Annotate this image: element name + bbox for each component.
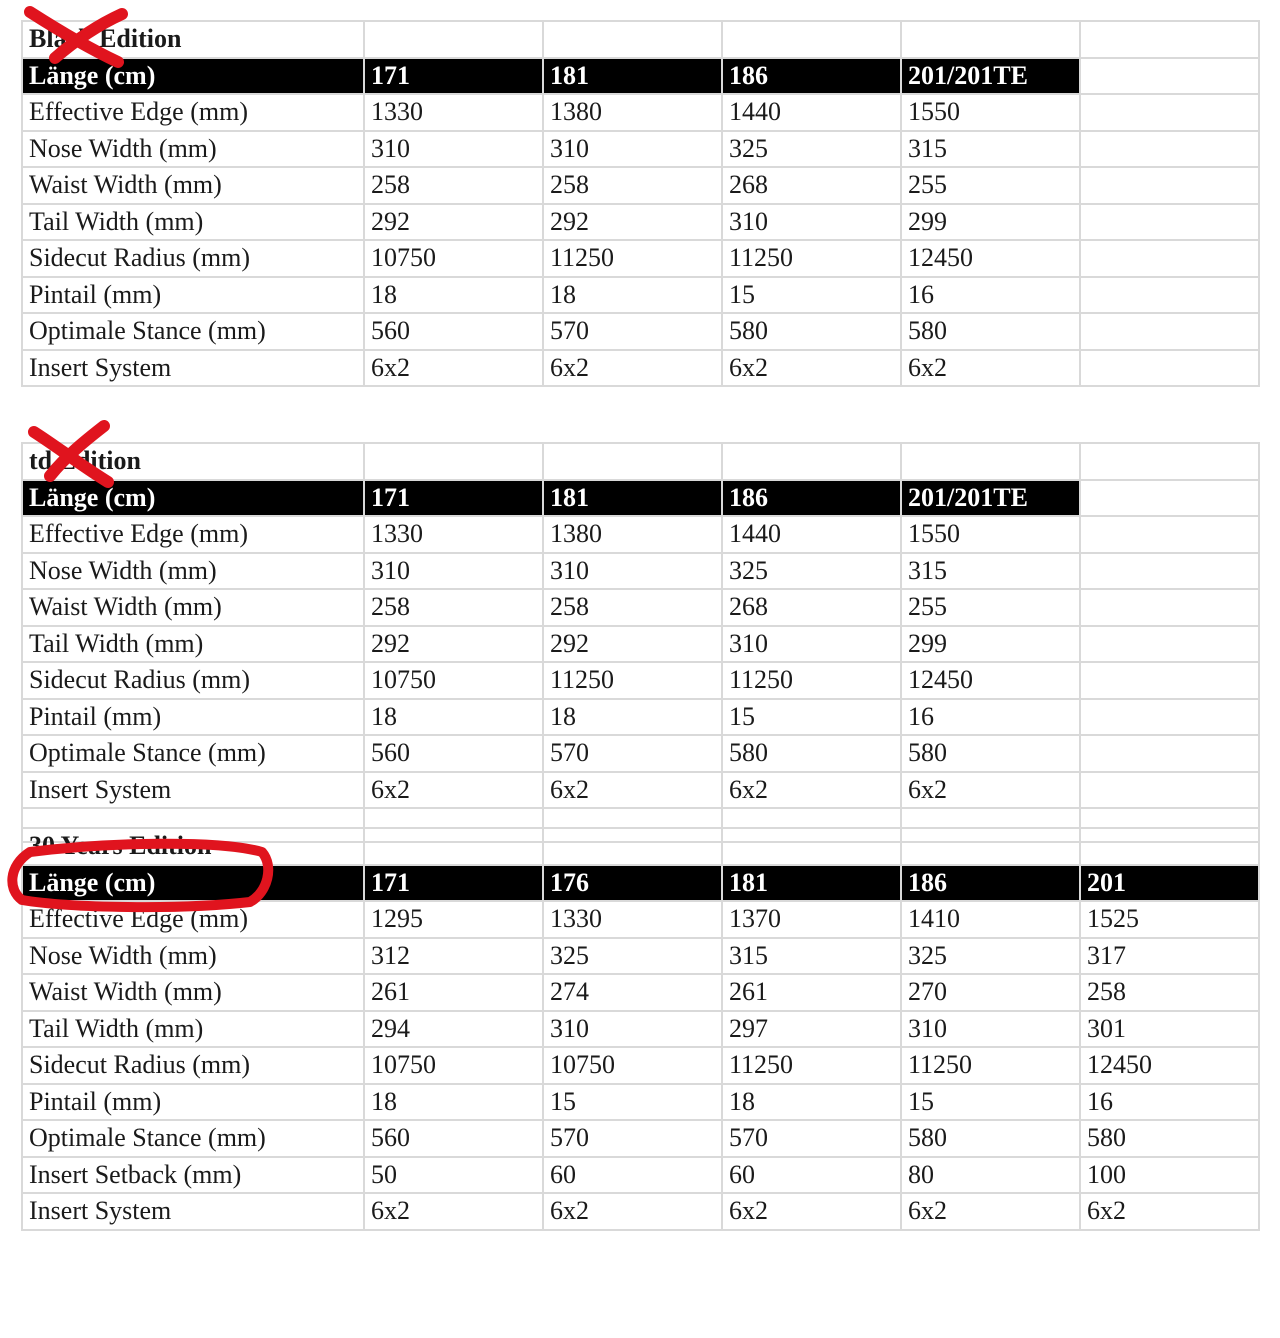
- row-label-cell: Nose Width (mm): [22, 553, 364, 590]
- value-cell: 310: [901, 1011, 1080, 1048]
- value-cell: 50: [364, 1157, 543, 1194]
- value-cell: 18: [722, 1084, 901, 1121]
- table-row: [22, 553, 1259, 590]
- table-row: [22, 1193, 1259, 1230]
- header-size-cell: 181: [543, 58, 722, 95]
- row-label-cell: Insert System: [22, 350, 364, 387]
- empty-cell: [901, 443, 1080, 480]
- row-label-cell: Pintail (mm): [22, 1084, 364, 1121]
- row-label-cell: Sidecut Radius (mm): [22, 240, 364, 277]
- value-cell: 258: [543, 167, 722, 204]
- value-cell: 274: [543, 974, 722, 1011]
- value-cell: 12450: [1080, 1047, 1259, 1084]
- value-cell: [1080, 662, 1259, 699]
- value-cell: 1380: [543, 94, 722, 131]
- row-label-cell: Sidecut Radius (mm): [22, 1047, 364, 1084]
- value-cell: 580: [722, 735, 901, 772]
- row-label-cell: Sidecut Radius (mm): [22, 662, 364, 699]
- value-cell: 16: [1080, 1084, 1259, 1121]
- header-size-cell: [1080, 58, 1259, 95]
- row-label-cell: Pintail (mm): [22, 699, 364, 736]
- value-cell: 1370: [722, 901, 901, 938]
- value-cell: 310: [543, 131, 722, 168]
- table-row: [22, 240, 1259, 277]
- header-size-cell: [1080, 480, 1259, 517]
- value-cell: 580: [901, 313, 1080, 350]
- value-cell: 11250: [543, 240, 722, 277]
- row-label-cell: Nose Width (mm): [22, 938, 364, 975]
- empty-cell: [364, 828, 543, 865]
- value-cell: 15: [722, 699, 901, 736]
- value-cell: 1330: [364, 516, 543, 553]
- spec-table: [21, 442, 1260, 843]
- value-cell: 6x2: [543, 350, 722, 387]
- value-cell: 60: [543, 1157, 722, 1194]
- value-cell: 6x2: [901, 1193, 1080, 1230]
- value-cell: 15: [722, 277, 901, 314]
- value-cell: 570: [722, 1120, 901, 1157]
- table-row: [22, 974, 1259, 1011]
- row-label-cell: Tail Width (mm): [22, 626, 364, 663]
- table-row: [22, 1120, 1259, 1157]
- value-cell: 261: [364, 974, 543, 1011]
- value-cell: 292: [364, 204, 543, 241]
- row-label-cell: Nose Width (mm): [22, 131, 364, 168]
- value-cell: 1525: [1080, 901, 1259, 938]
- table-title-row: [22, 443, 1259, 480]
- value-cell: 6x2: [364, 772, 543, 809]
- empty-cell: [722, 828, 901, 865]
- value-cell: 11250: [543, 662, 722, 699]
- value-cell: 292: [543, 626, 722, 663]
- value-cell: 310: [543, 553, 722, 590]
- value-cell: 261: [722, 974, 901, 1011]
- value-cell: [1080, 516, 1259, 553]
- value-cell: [1080, 277, 1259, 314]
- value-cell: 6x2: [364, 1193, 543, 1230]
- value-cell: 310: [364, 131, 543, 168]
- value-cell: 18: [543, 277, 722, 314]
- row-label-cell: Waist Width (mm): [22, 974, 364, 1011]
- header-size-cell: 186: [722, 480, 901, 517]
- value-cell: 10750: [543, 1047, 722, 1084]
- table-row: [22, 1157, 1259, 1194]
- value-cell: 317: [1080, 938, 1259, 975]
- empty-cell: [364, 21, 543, 58]
- header-label-cell: Länge (cm): [22, 58, 364, 95]
- value-cell: 6x2: [1080, 1193, 1259, 1230]
- value-cell: 6x2: [722, 350, 901, 387]
- header-size-cell: 201/201TE: [901, 58, 1080, 95]
- header-label-cell: Länge (cm): [22, 865, 364, 902]
- value-cell: 1330: [364, 94, 543, 131]
- header-label-cell: Länge (cm): [22, 480, 364, 517]
- empty-cell: [1080, 443, 1259, 480]
- value-cell: 1380: [543, 516, 722, 553]
- value-cell: [1080, 626, 1259, 663]
- value-cell: 570: [543, 1120, 722, 1157]
- value-cell: 580: [722, 313, 901, 350]
- value-cell: 6x2: [722, 1193, 901, 1230]
- table-row: [22, 167, 1259, 204]
- value-cell: 560: [364, 735, 543, 772]
- value-cell: 10750: [364, 240, 543, 277]
- empty-cell: [1080, 828, 1259, 865]
- empty-cell: [901, 21, 1080, 58]
- table-row: [22, 1084, 1259, 1121]
- value-cell: 18: [364, 1084, 543, 1121]
- table-row: [22, 626, 1259, 663]
- spec-table: [21, 827, 1260, 1231]
- value-cell: 1295: [364, 901, 543, 938]
- value-cell: 294: [364, 1011, 543, 1048]
- header-size-cell: 171: [364, 865, 543, 902]
- header-size-cell: 176: [543, 865, 722, 902]
- value-cell: 16: [901, 699, 1080, 736]
- value-cell: 12450: [901, 662, 1080, 699]
- value-cell: 292: [543, 204, 722, 241]
- value-cell: 258: [1080, 974, 1259, 1011]
- header-size-cell: 171: [364, 58, 543, 95]
- table-row: [22, 1011, 1259, 1048]
- header-size-cell: 186: [722, 58, 901, 95]
- value-cell: [1080, 313, 1259, 350]
- table-row: [22, 735, 1259, 772]
- table-row: [22, 94, 1259, 131]
- row-label-cell: Optimale Stance (mm): [22, 735, 364, 772]
- row-label-cell: Effective Edge (mm): [22, 94, 364, 131]
- value-cell: 258: [543, 589, 722, 626]
- value-cell: 315: [901, 553, 1080, 590]
- value-cell: 1550: [901, 516, 1080, 553]
- table-row: [22, 350, 1259, 387]
- value-cell: [1080, 350, 1259, 387]
- spec-table: [21, 20, 1260, 387]
- row-label-cell: Insert System: [22, 1193, 364, 1230]
- value-cell: 580: [1080, 1120, 1259, 1157]
- value-cell: 11250: [722, 1047, 901, 1084]
- value-cell: 315: [901, 131, 1080, 168]
- value-cell: 6x2: [901, 350, 1080, 387]
- value-cell: 258: [364, 589, 543, 626]
- value-cell: 6x2: [901, 772, 1080, 809]
- value-cell: 580: [901, 1120, 1080, 1157]
- value-cell: 11250: [722, 662, 901, 699]
- empty-cell: [1080, 21, 1259, 58]
- value-cell: 18: [364, 277, 543, 314]
- header-size-cell: 201: [1080, 865, 1259, 902]
- value-cell: [1080, 240, 1259, 277]
- table-row: [22, 662, 1259, 699]
- value-cell: 315: [722, 938, 901, 975]
- value-cell: 301: [1080, 1011, 1259, 1048]
- value-cell: 1440: [722, 94, 901, 131]
- value-cell: 325: [722, 553, 901, 590]
- table-row: [22, 277, 1259, 314]
- table-row: [22, 589, 1259, 626]
- table-title: td Edition: [22, 443, 364, 480]
- table-row: [22, 204, 1259, 241]
- value-cell: [1080, 589, 1259, 626]
- value-cell: 6x2: [543, 772, 722, 809]
- value-cell: 325: [901, 938, 1080, 975]
- table-row: [22, 1047, 1259, 1084]
- value-cell: [1080, 94, 1259, 131]
- value-cell: [1080, 553, 1259, 590]
- table-row: [22, 313, 1259, 350]
- value-cell: 325: [543, 938, 722, 975]
- value-cell: 1410: [901, 901, 1080, 938]
- value-cell: 570: [543, 735, 722, 772]
- header-row: [22, 480, 1259, 517]
- value-cell: 16: [901, 277, 1080, 314]
- header-size-cell: 186: [901, 865, 1080, 902]
- value-cell: 312: [364, 938, 543, 975]
- value-cell: 310: [364, 553, 543, 590]
- empty-cell: [543, 443, 722, 480]
- row-label-cell: Waist Width (mm): [22, 167, 364, 204]
- empty-cell: [543, 21, 722, 58]
- value-cell: [1080, 131, 1259, 168]
- value-cell: 268: [722, 589, 901, 626]
- value-cell: 255: [901, 167, 1080, 204]
- table-title: Black Edition: [22, 21, 364, 58]
- header-size-cell: 201/201TE: [901, 480, 1080, 517]
- value-cell: 11250: [901, 1047, 1080, 1084]
- value-cell: 6x2: [364, 350, 543, 387]
- value-cell: 560: [364, 313, 543, 350]
- value-cell: 580: [901, 735, 1080, 772]
- value-cell: [1080, 735, 1259, 772]
- header-row: [22, 865, 1259, 902]
- value-cell: 18: [364, 699, 543, 736]
- value-cell: [1080, 772, 1259, 809]
- empty-cell: [543, 828, 722, 865]
- value-cell: 310: [722, 204, 901, 241]
- table-row: [22, 699, 1259, 736]
- value-cell: 60: [722, 1157, 901, 1194]
- table-title-row: [22, 21, 1259, 58]
- header-row: [22, 58, 1259, 95]
- row-label-cell: Tail Width (mm): [22, 204, 364, 241]
- value-cell: 11250: [722, 240, 901, 277]
- value-cell: [1080, 699, 1259, 736]
- value-cell: 80: [901, 1157, 1080, 1194]
- value-cell: 6x2: [722, 772, 901, 809]
- row-label-cell: Pintail (mm): [22, 277, 364, 314]
- value-cell: 292: [364, 626, 543, 663]
- table-title: 30 Years Edition: [22, 828, 364, 865]
- value-cell: 15: [543, 1084, 722, 1121]
- row-label-cell: Optimale Stance (mm): [22, 1120, 364, 1157]
- header-size-cell: 181: [722, 865, 901, 902]
- row-label-cell: Effective Edge (mm): [22, 516, 364, 553]
- value-cell: 10750: [364, 1047, 543, 1084]
- value-cell: 12450: [901, 240, 1080, 277]
- value-cell: 310: [722, 626, 901, 663]
- value-cell: 570: [543, 313, 722, 350]
- value-cell: [1080, 204, 1259, 241]
- value-cell: 10750: [364, 662, 543, 699]
- value-cell: 18: [543, 699, 722, 736]
- value-cell: 100: [1080, 1157, 1259, 1194]
- empty-cell: [722, 21, 901, 58]
- row-label-cell: Insert System: [22, 772, 364, 809]
- empty-cell: [722, 443, 901, 480]
- row-label-cell: Insert Setback (mm): [22, 1157, 364, 1194]
- row-label-cell: Tail Width (mm): [22, 1011, 364, 1048]
- empty-cell: [364, 443, 543, 480]
- table-row: [22, 938, 1259, 975]
- table-row: [22, 772, 1259, 809]
- value-cell: 560: [364, 1120, 543, 1157]
- value-cell: 1440: [722, 516, 901, 553]
- value-cell: 297: [722, 1011, 901, 1048]
- value-cell: 268: [722, 167, 901, 204]
- value-cell: 1330: [543, 901, 722, 938]
- row-label-cell: Effective Edge (mm): [22, 901, 364, 938]
- value-cell: 299: [901, 204, 1080, 241]
- row-label-cell: Optimale Stance (mm): [22, 313, 364, 350]
- value-cell: 258: [364, 167, 543, 204]
- table-row: [22, 901, 1259, 938]
- value-cell: 270: [901, 974, 1080, 1011]
- header-size-cell: 171: [364, 480, 543, 517]
- value-cell: 255: [901, 589, 1080, 626]
- value-cell: 6x2: [543, 1193, 722, 1230]
- value-cell: 15: [901, 1084, 1080, 1121]
- table-row: [22, 131, 1259, 168]
- header-size-cell: 181: [543, 480, 722, 517]
- table-title-row: [22, 828, 1259, 865]
- row-label-cell: Waist Width (mm): [22, 589, 364, 626]
- value-cell: [1080, 167, 1259, 204]
- value-cell: 310: [543, 1011, 722, 1048]
- value-cell: 325: [722, 131, 901, 168]
- value-cell: 299: [901, 626, 1080, 663]
- table-row: [22, 516, 1259, 553]
- value-cell: 1550: [901, 94, 1080, 131]
- empty-cell: [901, 828, 1080, 865]
